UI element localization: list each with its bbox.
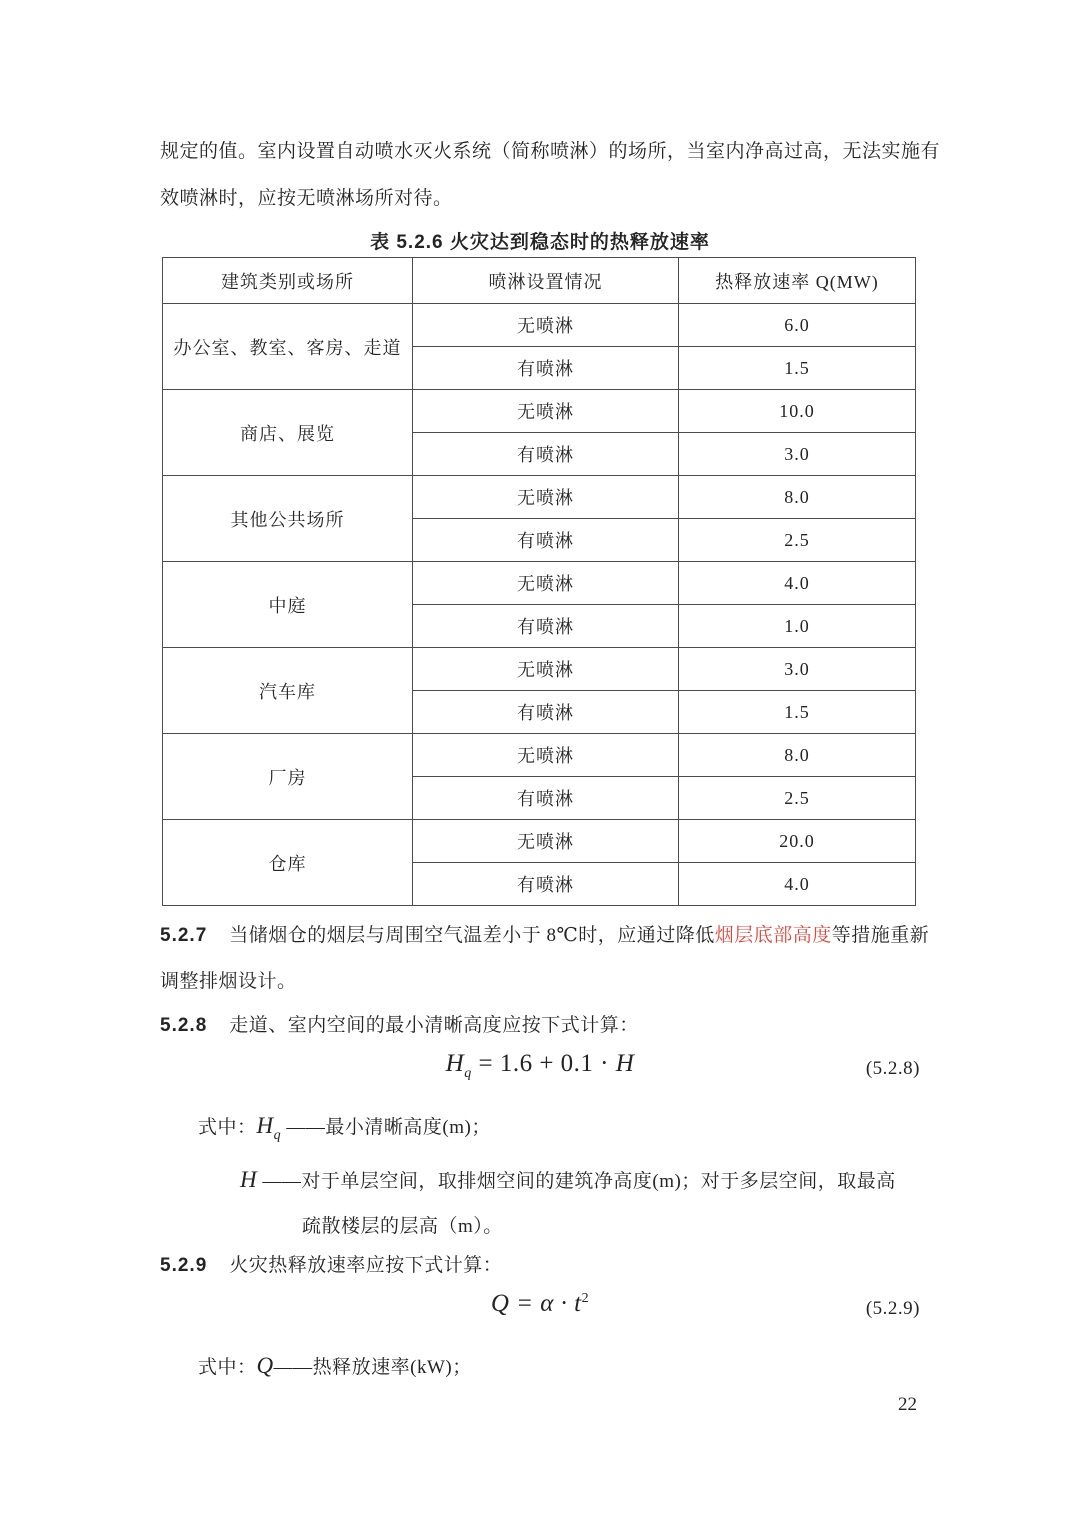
heat-release-value-cell: 4.0 — [679, 562, 916, 605]
var-h-symbol: H — [240, 1167, 258, 1192]
table-row — [163, 390, 916, 433]
heat-release-value-cell: 4.0 — [679, 863, 916, 906]
eq529-lhs-variable: Q — [490, 1290, 510, 1317]
clause-527-line-1 — [160, 920, 929, 947]
clause-527-text-before: 当储烟仓的烟层与周围空气温差小于 8℃时，应通过降低 — [229, 925, 715, 946]
heat-release-value-cell: 2.5 — [679, 519, 916, 562]
table-row — [163, 304, 916, 347]
table-row — [163, 648, 916, 691]
heat-release-value-cell: 1.5 — [679, 347, 916, 390]
sprinkler-condition-cell: 无喷淋 — [413, 390, 679, 433]
clause-528-var-h-line-1 — [240, 1166, 896, 1193]
var-hq-description: ——最小清晰高度(m)； — [286, 1117, 491, 1138]
heat-release-value-cell: 6.0 — [679, 304, 916, 347]
eq529-operators: = α · t — [509, 1290, 582, 1317]
sprinkler-condition-cell: 有喷淋 — [413, 691, 679, 734]
table-row — [163, 476, 916, 519]
var-hq-subscript: q — [273, 1128, 282, 1143]
clause-529-where-line — [198, 1352, 472, 1379]
table-header-cell: 建筑类别或场所 — [163, 258, 413, 304]
heat-release-value-cell: 10.0 — [679, 390, 916, 433]
sprinkler-condition-cell: 有喷淋 — [413, 433, 679, 476]
table-header-cell: 喷淋设置情况 — [413, 258, 679, 304]
category-cell: 商店、展览 — [163, 390, 413, 476]
where-label: 式中： — [198, 1117, 257, 1138]
heat-release-value-cell: 2.5 — [679, 777, 916, 820]
sprinkler-condition-cell: 无喷淋 — [413, 304, 679, 347]
category-cell: 仓库 — [163, 820, 413, 906]
clause-528-var-h-line-2: 疏散楼层的层高（m）。 — [302, 1216, 503, 1237]
var-hq-symbol: H — [256, 1113, 274, 1138]
clause-528-heading-text: 走道、室内空间的最小清晰高度应按下式计算： — [229, 1015, 639, 1036]
heat-release-value-cell: 1.0 — [679, 605, 916, 648]
equation-528-formula — [160, 1050, 920, 1082]
sprinkler-condition-cell: 有喷淋 — [413, 347, 679, 390]
sprinkler-condition-cell: 无喷淋 — [413, 820, 679, 863]
eq528-lhs-variable: H — [445, 1050, 465, 1077]
page-number: 22 — [898, 1394, 917, 1415]
heat-release-value-cell: 8.0 — [679, 734, 916, 777]
table-row — [163, 734, 916, 777]
table-caption: 表 5.2.6 火灾达到稳态时的热释放速率 — [370, 232, 710, 253]
table-row — [163, 562, 916, 605]
clause-527-highlighted-text: 烟层底部高度 — [714, 925, 832, 946]
var-q-description: ——热释放速率(kW)； — [273, 1357, 472, 1378]
table-header-row — [163, 258, 916, 304]
equation-528-row — [160, 1050, 920, 1092]
clause-529-heading-text: 火灾热释放速率应按下式计算： — [229, 1255, 503, 1276]
sprinkler-condition-cell: 有喷淋 — [413, 863, 679, 906]
clause-527-text-after: 等措施重新 — [831, 925, 930, 946]
clause-528-heading — [160, 1010, 639, 1037]
var-q-symbol: Q — [256, 1353, 274, 1378]
category-cell: 厂房 — [163, 734, 413, 820]
equation-529-row — [160, 1290, 920, 1332]
clause-527-number: 5.2.7 — [160, 925, 208, 946]
clause-527-line-2: 调整排烟设计。 — [160, 971, 297, 992]
eq529-superscript: 2 — [581, 1291, 590, 1306]
category-cell: 汽车库 — [163, 648, 413, 734]
intro-paragraph-line-2: 效喷淋时，应按无喷淋场所对待。 — [160, 188, 453, 209]
where-label: 式中： — [198, 1357, 257, 1378]
category-cell: 其他公共场所 — [163, 476, 413, 562]
equation-528-number: (5.2.8) — [865, 1058, 920, 1079]
clause-529-heading — [160, 1250, 502, 1277]
table-row — [163, 820, 916, 863]
equation-529-formula — [160, 1290, 920, 1318]
heat-release-value-cell: 8.0 — [679, 476, 916, 519]
sprinkler-condition-cell: 无喷淋 — [413, 734, 679, 777]
sprinkler-condition-cell: 有喷淋 — [413, 519, 679, 562]
intro-paragraph-line-1: 规定的值。室内设置自动喷水灭火系统（简称喷淋）的场所，当室内净高过高，无法实施有 — [160, 141, 941, 162]
eq528-rhs-variable: H — [615, 1050, 635, 1077]
sprinkler-condition-cell: 有喷淋 — [413, 777, 679, 820]
heat-release-value-cell: 20.0 — [679, 820, 916, 863]
category-cell: 中庭 — [163, 562, 413, 648]
eq528-operators: = 1.6 + 0.1 · — [471, 1050, 616, 1077]
sprinkler-condition-cell: 无喷淋 — [413, 476, 679, 519]
equation-529-number: (5.2.9) — [865, 1298, 920, 1319]
eq528-lhs-subscript: q — [464, 1066, 472, 1081]
clause-528-where-line — [198, 1112, 491, 1144]
clause-529-number: 5.2.9 — [160, 1255, 208, 1276]
clause-528-number: 5.2.8 — [160, 1015, 208, 1036]
heat-release-rate-table — [162, 257, 916, 906]
sprinkler-condition-cell: 无喷淋 — [413, 648, 679, 691]
heat-release-value-cell: 1.5 — [679, 691, 916, 734]
category-cell: 办公室、教室、客房、走道 — [163, 304, 413, 390]
var-h-description-line-1: ——对于单层空间，取排烟空间的建筑净高度(m)；对于多层空间，取最高 — [262, 1171, 896, 1192]
heat-release-value-cell: 3.0 — [679, 433, 916, 476]
sprinkler-condition-cell: 有喷淋 — [413, 605, 679, 648]
table-header-cell: 热释放速率 Q(MW) — [679, 258, 916, 304]
sprinkler-condition-cell: 无喷淋 — [413, 562, 679, 605]
heat-release-value-cell: 3.0 — [679, 648, 916, 691]
